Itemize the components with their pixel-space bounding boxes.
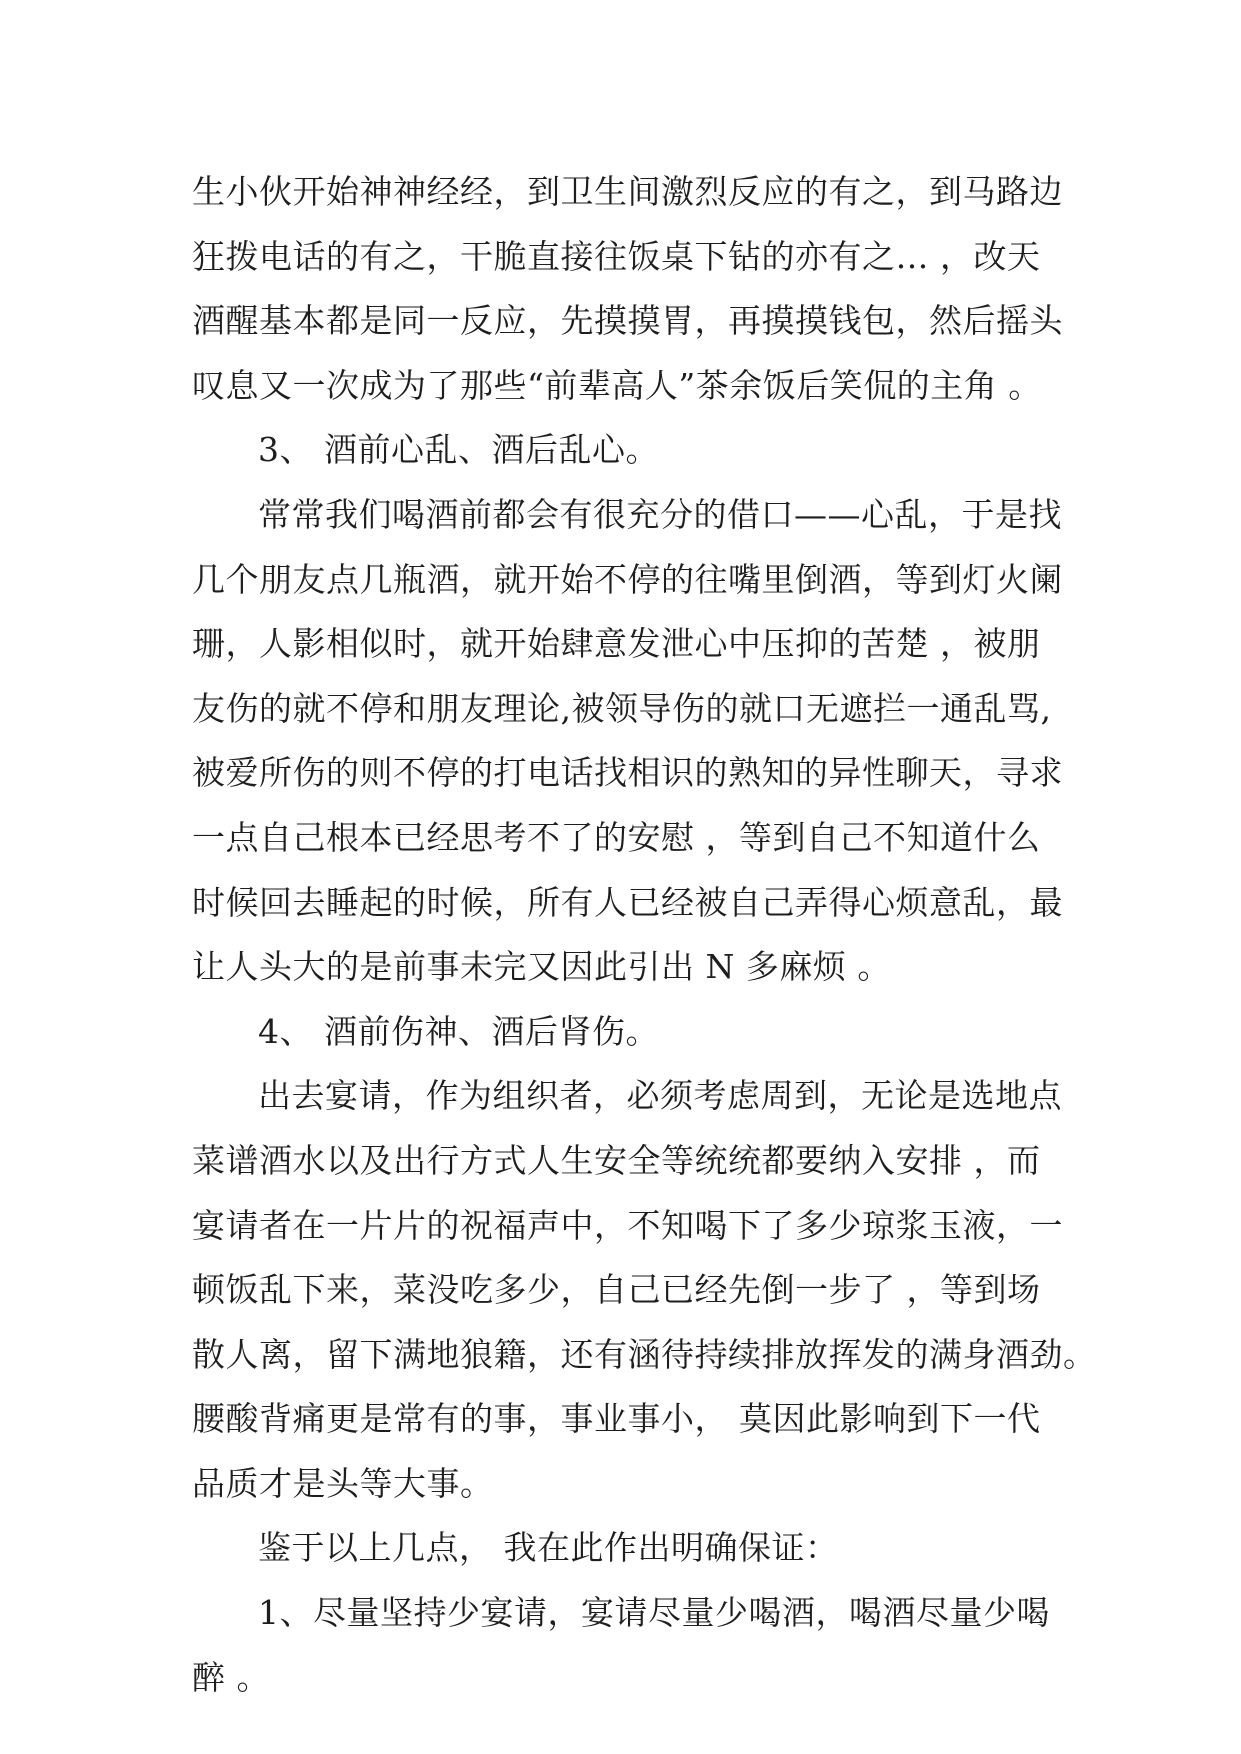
section-heading: 3、 酒前心乱、酒后乱心。 [258,430,659,470]
document-body [192,160,1097,1710]
text-line: 散人离，留下满地狼籍，还有涵待持续排放挥发的满身酒劲。 [192,1334,1097,1374]
text-line: 狂拨电话的有之，干脆直接往饭桌下钻的亦有之… ，改天 [192,236,1041,276]
text-line: 品质才是头等大事。 [192,1463,494,1503]
text-line: 让人头大的是前事未完又因此引出 N 多麻烦 。 [192,947,891,987]
text-line: 叹息又一次成为了那些“前辈高人”茶余饭后笑侃的主角 。 [192,365,1042,405]
text-line: 菜谱酒水以及出行方式人生安全等统统都要纳入安排 ，而 [192,1140,1041,1180]
text-line: 一点自己根本已经思考不了的安慰 ，等到自己不知道什么 [192,817,1041,857]
list-item-line: 1、尽量坚持少宴请，宴请尽量少喝酒，喝酒尽量少喝 [258,1593,1050,1633]
text-line: 酒醒基本都是同一反应，先摸摸胃，再摸摸钱包，然后摇头 [192,301,1063,341]
text-line: 珊，人影相似时，就开始肆意发泄心中压抑的苦楚 ，被朋 [192,624,1041,664]
text-line: 腰酸背痛更是常有的事，事业事小， 莫因此影响到下一代 [192,1399,1041,1439]
paragraph-start-line: 出去宴请，作为组织者，必须考虑周到，无论是选地点 [258,1076,1062,1116]
text-line: 几个朋友点几瓶酒，就开始不停的往嘴里倒酒，等到灯火阑 [192,559,1063,599]
text-line: 被爱所伤的则不停的打电话找相识的熟知的异性聊天，寻求 [192,753,1063,793]
text-line: 顿饭乱下来，菜没吃多少，自己已经先倒一步了 ，等到场 [192,1270,1041,1310]
text-line: 友伤的就不停和朋友理论,被领导伤的就口无遮拦一通乱骂, [192,688,1052,728]
section-heading: 4、 酒前伤神、酒后肾伤。 [258,1011,659,1051]
paragraph-start-line: 鉴于以上几点， 我在此作出明确保证： [258,1528,839,1568]
text-line: 醉 。 [192,1657,270,1697]
text-line: 宴请者在一片片的祝福声中，不知喝下了多少琼浆玉液，一 [192,1205,1063,1245]
paragraph-start-line: 常常我们喝酒前都会有很充分的借口——心乱，于是找 [258,494,1062,534]
text-line: 生小伙开始神神经经，到卫生间激烈反应的有之，到马路边 [192,172,1063,211]
text-line: 时候回去睡起的时候，所有人已经被自己弄得心烦意乱，最 [192,882,1063,922]
